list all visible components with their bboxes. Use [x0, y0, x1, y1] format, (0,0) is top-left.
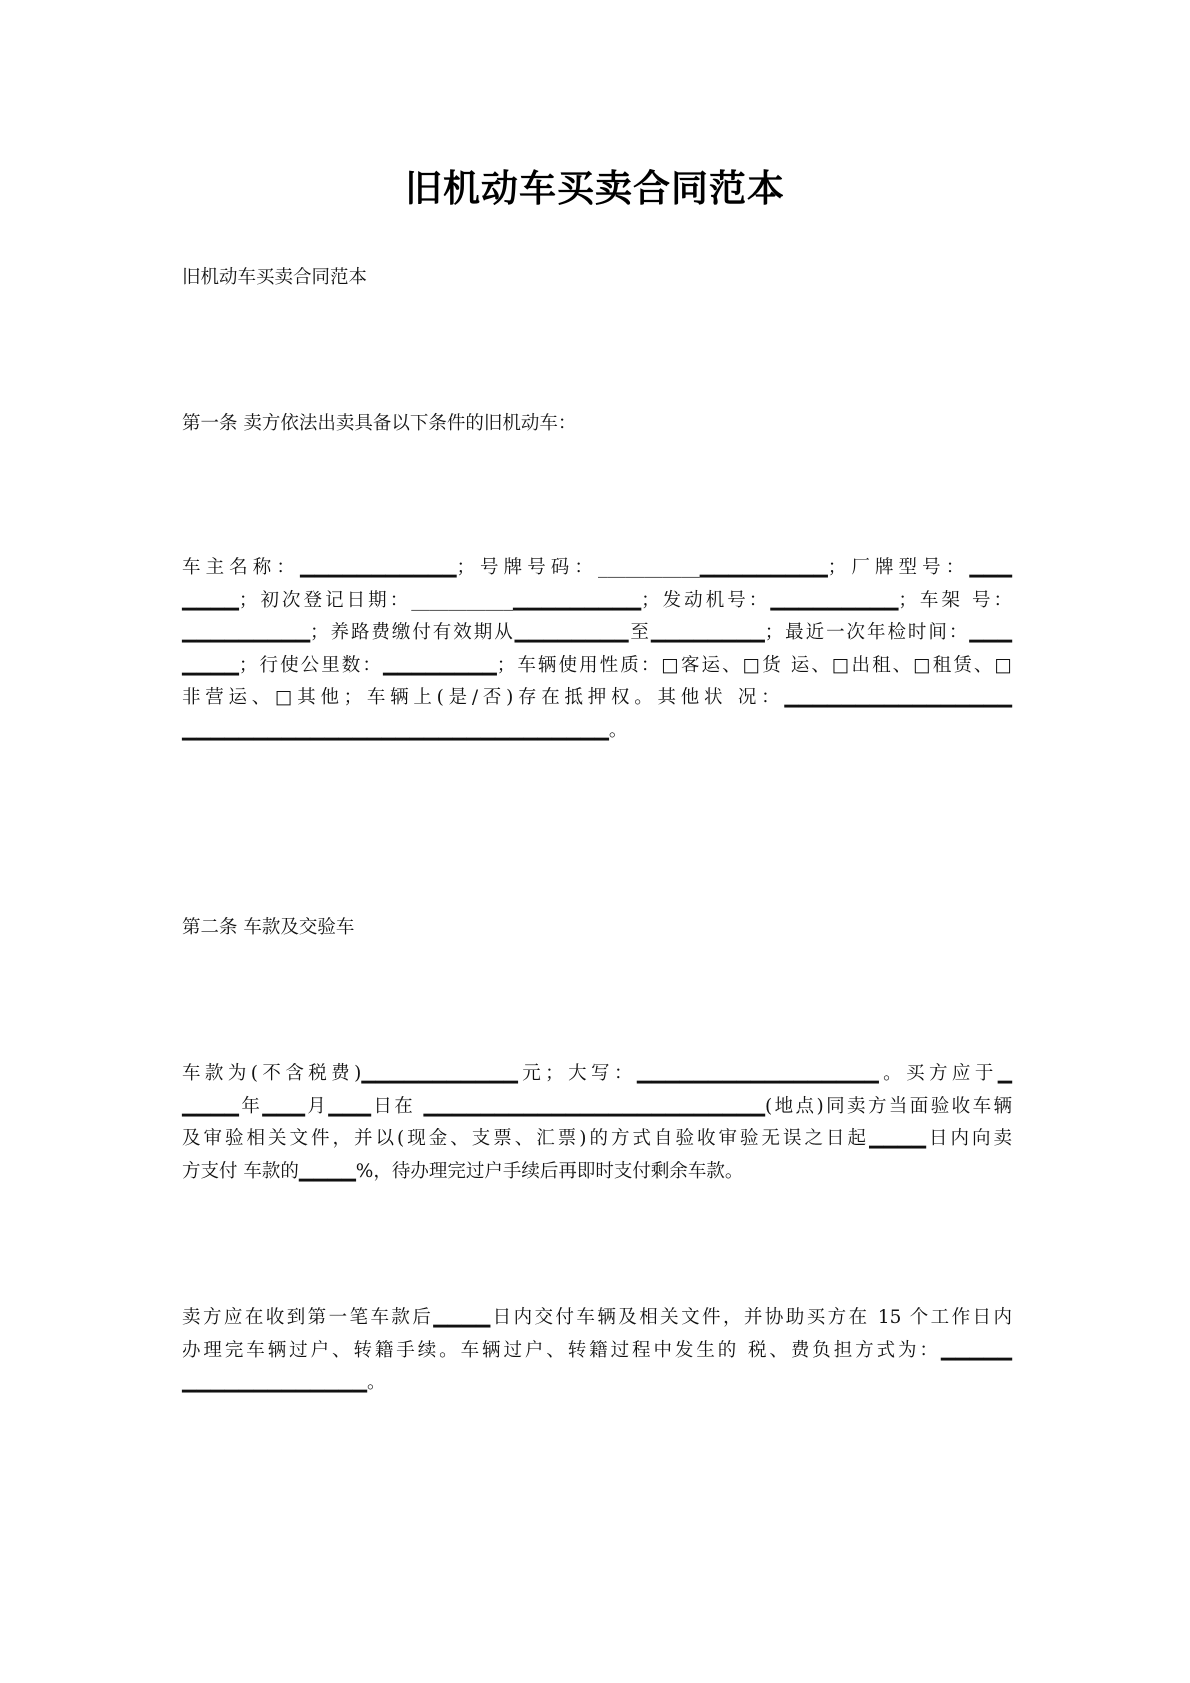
- article-2-heading: [182, 912, 1012, 945]
- body-line: ▁▁▁▁▁▁▁▁▁▁▁▁▁。: [182, 1372, 386, 1393]
- body-line: ▁▁▁▁年▁▁▁月▁▁▁日在 ▁▁▁▁▁▁▁▁▁▁▁▁▁▁▁▁▁▁▁▁▁▁▁▁(地点)同卖方当面验收车辆: [182, 1095, 1012, 1117]
- body-line: 车主名称：▁▁▁▁▁▁▁▁▁▁▁；号牌号码：___________▁▁▁▁▁▁▁▁▁；厂牌型号：▁▁▁: [182, 557, 1012, 578]
- body-line: 车款为(不含税费)▁▁▁▁▁▁▁▁▁▁▁元；大写：▁▁▁▁▁▁▁▁▁▁▁▁▁▁▁▁▁。买方应于▁: [182, 1063, 1012, 1084]
- body-line: 卖方应在收到第一笔车款后▁▁▁▁日内交付车辆及相关文件，并协助买方在 15 个工作日内: [182, 1307, 1012, 1328]
- subtitle-line: 旧机动车买卖合同范本: [182, 267, 368, 288]
- document-title: 旧机动车买卖合同范本: [405, 166, 785, 210]
- body-line: 及审验相关文件，并以(现金、支票、汇票)的方式自验收审验无误之日起▁▁▁▁日内向卖: [182, 1128, 1012, 1149]
- body-line: 办理完车辆过户、转籍手续。车辆过户、转籍过程中发生的 税、费负担方式为：▁▁▁▁▁: [182, 1339, 1012, 1361]
- heading-line: 第二条 车款及交验车: [182, 917, 355, 938]
- article-2-delivery-clause: [182, 1302, 1012, 1400]
- document-subtitle: [182, 262, 1012, 295]
- body-line: ▁▁▁▁▁▁▁▁▁▁▁▁▁▁▁▁▁▁▁▁▁▁▁▁▁▁▁▁▁▁。: [182, 719, 628, 741]
- body-line: ▁▁▁▁；初次登记日期：___________▁▁▁▁▁▁▁▁▁；发动机号：▁▁▁▁▁▁▁▁▁；车架 号：: [182, 589, 1012, 611]
- body-line: ▁▁▁▁；行使公里数：▁▁▁▁▁▁▁▁；车辆使用性质：□客运、□货 运、□出租、□租赁、□: [182, 654, 1012, 676]
- body-line: 方支付 车款的▁▁▁▁%，待办理完过户手续后再即时支付剩余车款。: [182, 1160, 744, 1182]
- heading-line: 第一条 卖方依法出卖具备以下条件的旧机动车：: [182, 413, 577, 434]
- body-line: 非营运、□其他；车辆上(是/否)存在抵押权。其他状 况：▁▁▁▁▁▁▁▁▁▁▁▁▁▁▁▁: [182, 687, 1012, 708]
- article-1-heading: [182, 408, 1012, 441]
- article-1-body: [182, 552, 1012, 747]
- body-line: ▁▁▁▁▁▁▁▁▁；养路费缴付有效期从▁▁▁▁▁▁▁▁至▁▁▁▁▁▁▁▁；最近一次年检时间：▁▁▁: [182, 622, 1012, 643]
- article-2-payment-clause: [182, 1058, 1012, 1188]
